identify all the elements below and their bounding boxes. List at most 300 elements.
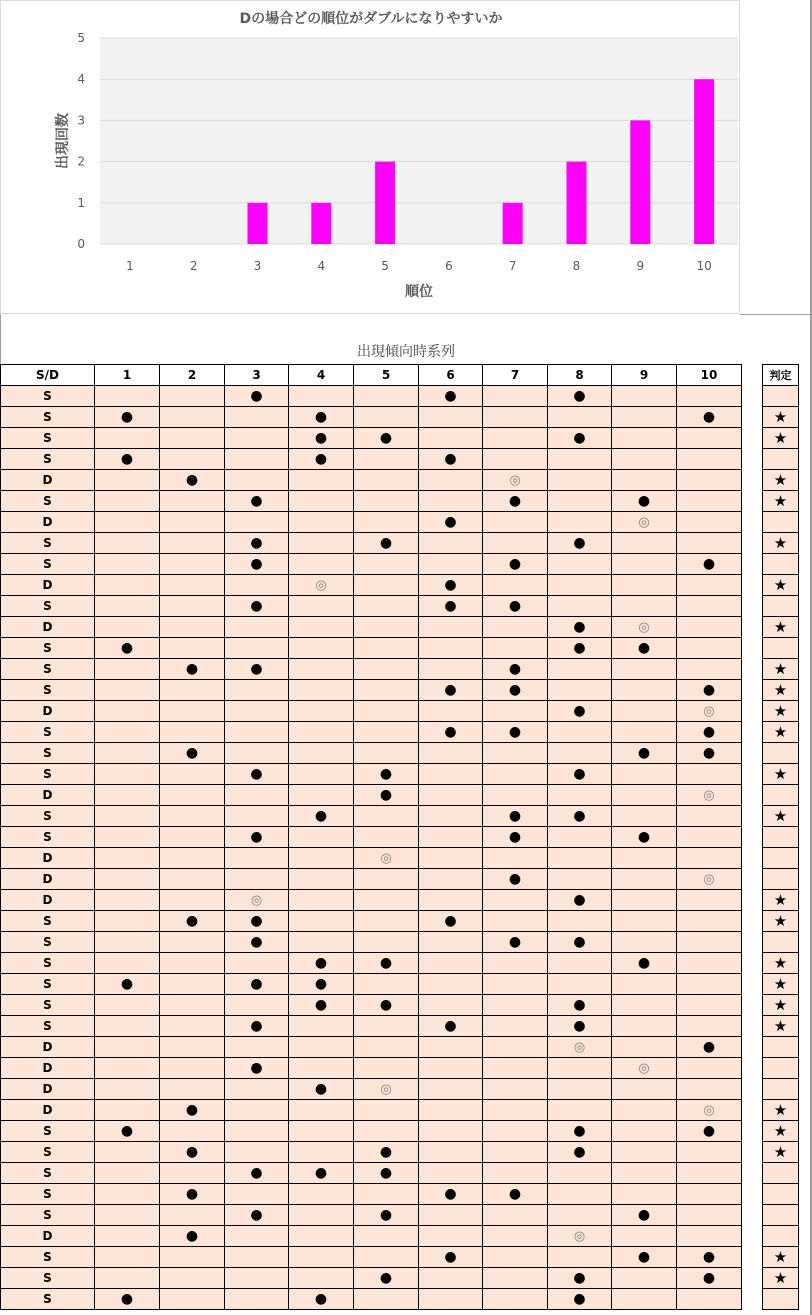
rank-cell: [160, 1058, 225, 1079]
rank-cell: ●: [289, 428, 354, 449]
judge-row: [763, 386, 799, 407]
rank-cell: [677, 1163, 742, 1184]
judge-row: [763, 659, 799, 680]
judge-cell: ★: [763, 722, 799, 743]
rank-cell: [419, 407, 483, 428]
judge-row: [763, 449, 799, 470]
rank-cell: [419, 1058, 483, 1079]
judge-cell: [763, 848, 799, 869]
table-row: [1, 512, 742, 533]
row-type-cell: D: [1, 1226, 95, 1247]
table-row: [1, 1100, 742, 1121]
rank-cell: [354, 470, 419, 491]
judge-cell: [763, 512, 799, 533]
judge-row: [763, 596, 799, 617]
rank-cell: [612, 1037, 677, 1058]
rank-cell: [548, 449, 612, 470]
rank-cell: [677, 428, 742, 449]
rank-cell: [354, 1184, 419, 1205]
judge-row: [763, 995, 799, 1016]
x-tick-label: 8: [572, 259, 581, 273]
rank-cell: [612, 533, 677, 554]
row-type-cell: D: [1, 512, 95, 533]
row-type-cell: S: [1, 995, 95, 1016]
rank-cell: ●: [483, 596, 548, 617]
rank-cell: ●: [225, 554, 289, 575]
row-type-cell: S: [1, 806, 95, 827]
rank-cell: ●: [225, 1058, 289, 1079]
judge-cell: ★: [763, 1121, 799, 1142]
judge-row: [763, 1142, 799, 1163]
rank-cell: [483, 995, 548, 1016]
judge-row: [763, 533, 799, 554]
rank-cell: [483, 1058, 548, 1079]
judge-cell: [763, 386, 799, 407]
rank-cell: [160, 1037, 225, 1058]
table-row: [1, 638, 742, 659]
judge-row: [763, 1058, 799, 1079]
rank-cell: [289, 1205, 354, 1226]
rank-cell: [160, 596, 225, 617]
rank-cell: [354, 722, 419, 743]
rank-cell: [225, 995, 289, 1016]
table-row: [1, 428, 742, 449]
judge-cell: ★: [763, 1247, 799, 1268]
x-tick-label: 4: [317, 259, 326, 273]
row-type-cell: D: [1, 470, 95, 491]
rank-cell: [483, 533, 548, 554]
rank-cell: [677, 449, 742, 470]
rank-cell: [548, 743, 612, 764]
y-tick-label: 4: [77, 72, 85, 87]
rank-cell: [95, 953, 160, 974]
judge-cell: ★: [763, 995, 799, 1016]
x-tick-label: 3: [253, 259, 262, 273]
judge-row: [763, 491, 799, 512]
rank-cell: [419, 806, 483, 827]
table-title: 出現傾向時系列: [357, 344, 455, 360]
rank-cell: [225, 1079, 289, 1100]
rank-cell: ●: [225, 1016, 289, 1037]
header-rank-2: 2: [160, 365, 225, 386]
rank-cell: [677, 848, 742, 869]
rank-cell: [612, 890, 677, 911]
rank-cell: [95, 722, 160, 743]
table-row: [1, 1016, 742, 1037]
judge-row: [763, 512, 799, 533]
table-row: [1, 470, 742, 491]
rank-cell: ●: [419, 911, 483, 932]
rank-cell: [354, 701, 419, 722]
rank-cell: [354, 1247, 419, 1268]
rank-cell: [612, 785, 677, 806]
rank-cell: [225, 575, 289, 596]
judge-header: 判定: [763, 365, 799, 386]
rank-cell: [612, 470, 677, 491]
rank-cell: ◎: [677, 701, 742, 722]
rank-cell: [289, 890, 354, 911]
rank-cell: [677, 1184, 742, 1205]
rank-cell: [612, 428, 677, 449]
rank-cell: ●: [548, 533, 612, 554]
rank-cell: ●: [483, 1184, 548, 1205]
judge-row: [763, 1100, 799, 1121]
table-row: [1, 533, 742, 554]
table-row: [1, 785, 742, 806]
rank-cell: ●: [225, 974, 289, 995]
rank-cell: [483, 1289, 548, 1310]
rank-cell: [419, 848, 483, 869]
table-row: [1, 449, 742, 470]
rank-cell: [354, 974, 419, 995]
rank-cell: [354, 491, 419, 512]
rank-cell: ●: [419, 722, 483, 743]
row-type-cell: S: [1, 974, 95, 995]
rank-cell: [677, 1289, 742, 1310]
rank-cell: [289, 470, 354, 491]
rank-cell: [483, 1163, 548, 1184]
table-row: [1, 764, 742, 785]
rank-cell: [160, 533, 225, 554]
rank-cell: [160, 1289, 225, 1310]
row-type-cell: S: [1, 533, 95, 554]
rank-cell: ●: [548, 638, 612, 659]
rank-cell: ●: [225, 386, 289, 407]
judge-cell: [763, 1289, 799, 1310]
rank-cell: [225, 1247, 289, 1268]
y-tick-label: 3: [77, 113, 85, 128]
rank-cell: [612, 1016, 677, 1037]
judge-cell: ★: [763, 659, 799, 680]
rank-cell: [289, 659, 354, 680]
rank-cell: [289, 1268, 354, 1289]
rank-cell: ●: [354, 428, 419, 449]
judge-row: [763, 680, 799, 701]
rank-cell: [354, 806, 419, 827]
judge-cell: [763, 1205, 799, 1226]
rank-cell: [612, 1226, 677, 1247]
rank-cell: [612, 1184, 677, 1205]
judge-row: [763, 1205, 799, 1226]
rank-cell: ●: [548, 701, 612, 722]
row-type-cell: D: [1, 617, 95, 638]
rank-cell: ●: [483, 659, 548, 680]
rank-cell: ●: [548, 890, 612, 911]
rank-cell: [160, 848, 225, 869]
rank-cell: ●: [483, 827, 548, 848]
y-tick-label: 0: [77, 237, 85, 251]
judge-row: [763, 869, 799, 890]
rank-cell: ●: [548, 386, 612, 407]
rank-cell: [612, 1268, 677, 1289]
judge-row: [763, 575, 799, 596]
rank-cell: [612, 1100, 677, 1121]
rank-cell: [483, 617, 548, 638]
rank-cell: [95, 617, 160, 638]
rank-cell: [612, 995, 677, 1016]
judge-row: [763, 743, 799, 764]
table-row: [1, 827, 742, 848]
rank-cell: [483, 1247, 548, 1268]
rank-cell: [225, 743, 289, 764]
rank-cell: ◎: [612, 617, 677, 638]
rank-cell: [289, 764, 354, 785]
rank-cell: [95, 1268, 160, 1289]
table-row: [1, 1289, 742, 1310]
rank-cell: [225, 1121, 289, 1142]
bar: [694, 79, 714, 244]
judge-cell: ★: [763, 1100, 799, 1121]
rank-cell: [419, 659, 483, 680]
header-rank-1: 1: [95, 365, 160, 386]
rank-cell: ●: [354, 764, 419, 785]
table-row: [1, 1226, 742, 1247]
judge-cell: ★: [763, 974, 799, 995]
rank-cell: [95, 743, 160, 764]
row-type-cell: D: [1, 848, 95, 869]
rank-cell: [612, 407, 677, 428]
table-row: [1, 806, 742, 827]
row-type-cell: S: [1, 386, 95, 407]
row-type-cell: S: [1, 827, 95, 848]
rank-cell: [612, 659, 677, 680]
rank-cell: [483, 1121, 548, 1142]
rank-cell: [419, 533, 483, 554]
rank-cell: [419, 764, 483, 785]
rank-cell: [160, 1079, 225, 1100]
table-row: [1, 680, 742, 701]
row-type-cell: D: [1, 701, 95, 722]
rank-cell: [612, 449, 677, 470]
rank-cell: [419, 1100, 483, 1121]
rank-cell: [483, 1226, 548, 1247]
judge-row: [763, 1121, 799, 1142]
rank-cell: ●: [95, 407, 160, 428]
rank-cell: [289, 554, 354, 575]
rank-cell: [354, 911, 419, 932]
judge-table: [762, 364, 799, 1310]
rank-cell: ●: [548, 1121, 612, 1142]
bar: [248, 203, 268, 244]
rank-cell: [548, 722, 612, 743]
rank-cell: ●: [225, 932, 289, 953]
rank-cell: [483, 890, 548, 911]
rank-cell: [289, 827, 354, 848]
rank-cell: [95, 554, 160, 575]
rank-cell: [160, 1247, 225, 1268]
x-axis-label: 順位: [405, 284, 433, 300]
rank-cell: [225, 617, 289, 638]
rank-cell: [612, 1289, 677, 1310]
rank-cell: ◎: [612, 1058, 677, 1079]
rank-cell: [677, 932, 742, 953]
row-type-cell: S: [1, 659, 95, 680]
rank-cell: [225, 701, 289, 722]
rank-cell: [483, 428, 548, 449]
judge-row: [763, 722, 799, 743]
rank-cell: ●: [160, 1184, 225, 1205]
rank-cell: [548, 848, 612, 869]
rank-cell: [225, 470, 289, 491]
rank-cell: [548, 407, 612, 428]
rank-cell: [419, 554, 483, 575]
judge-row: [763, 1079, 799, 1100]
judge-row: [763, 1289, 799, 1310]
rank-cell: ●: [95, 449, 160, 470]
judge-row: [763, 1016, 799, 1037]
rank-cell: ●: [677, 743, 742, 764]
rank-cell: [95, 890, 160, 911]
rank-cell: [612, 869, 677, 890]
rank-cell: [483, 407, 548, 428]
rank-cell: [419, 890, 483, 911]
rank-cell: ●: [677, 407, 742, 428]
table-row: [1, 890, 742, 911]
row-type-cell: D: [1, 575, 95, 596]
rank-cell: [677, 1079, 742, 1100]
rank-cell: [483, 638, 548, 659]
table-row: [1, 1142, 742, 1163]
rank-cell: [548, 785, 612, 806]
rank-cell: [548, 1058, 612, 1079]
judge-cell: ★: [763, 701, 799, 722]
y-tick-label: 2: [77, 154, 85, 169]
rank-cell: [419, 869, 483, 890]
header-rank-4: 4: [289, 365, 354, 386]
rank-cell: [419, 743, 483, 764]
rank-cell: [354, 869, 419, 890]
rank-cell: ◎: [677, 785, 742, 806]
rank-cell: ●: [354, 1205, 419, 1226]
rank-cell: [419, 638, 483, 659]
rank-cell: ●: [483, 491, 548, 512]
rank-cell: [95, 1205, 160, 1226]
judge-cell: ★: [763, 470, 799, 491]
rank-cell: ●: [354, 1163, 419, 1184]
row-type-cell: D: [1, 1079, 95, 1100]
header-rank-8: 8: [548, 365, 612, 386]
judge-cell: ★: [763, 911, 799, 932]
x-tick-label: 10: [696, 259, 712, 273]
rank-cell: ●: [160, 743, 225, 764]
judge-row: [763, 911, 799, 932]
rank-cell: [354, 1058, 419, 1079]
rank-cell: [95, 1184, 160, 1205]
judge-cell: [763, 449, 799, 470]
rank-cell: ●: [483, 554, 548, 575]
rank-cell: [95, 701, 160, 722]
rank-cell: ●: [483, 932, 548, 953]
rank-cell: [419, 932, 483, 953]
rank-cell: [483, 1205, 548, 1226]
y-axis-label: 出現回数: [55, 113, 71, 169]
rank-cell: [289, 617, 354, 638]
rank-cell: [95, 1079, 160, 1100]
rank-cell: [483, 1016, 548, 1037]
rank-cell: [160, 1016, 225, 1037]
x-tick-label: 6: [445, 259, 453, 273]
rank-cell: ●: [95, 1289, 160, 1310]
y-tick-label: 1: [77, 195, 85, 210]
rank-cell: ●: [483, 869, 548, 890]
rank-cell: [95, 491, 160, 512]
rank-cell: [419, 617, 483, 638]
rank-cell: [160, 491, 225, 512]
rank-cell: [160, 428, 225, 449]
rank-cell: ●: [289, 806, 354, 827]
rank-cell: [225, 680, 289, 701]
rank-cell: [419, 995, 483, 1016]
row-type-cell: D: [1, 1058, 95, 1079]
rank-cell: [612, 848, 677, 869]
rank-cell: [225, 785, 289, 806]
judge-row: [763, 932, 799, 953]
x-tick-label: 9: [636, 259, 645, 273]
rank-cell: [612, 680, 677, 701]
rank-cell: [677, 1205, 742, 1226]
judge-cell: ★: [763, 1268, 799, 1289]
rank-cell: [354, 743, 419, 764]
rank-cell: [419, 1226, 483, 1247]
rank-cell: [548, 575, 612, 596]
rank-cell: [95, 680, 160, 701]
rank-cell: [483, 575, 548, 596]
table-row: [1, 1184, 742, 1205]
time-series-table: [0, 364, 742, 1310]
judge-row: [763, 701, 799, 722]
x-tick-label: 1: [126, 259, 134, 273]
rank-cell: [354, 827, 419, 848]
rank-cell: [419, 1268, 483, 1289]
table-row: [1, 953, 742, 974]
table-row: [1, 995, 742, 1016]
rank-cell: ●: [612, 953, 677, 974]
rank-cell: [483, 764, 548, 785]
rank-cell: [160, 869, 225, 890]
rank-cell: [289, 722, 354, 743]
rank-cell: [95, 1142, 160, 1163]
rank-cell: ●: [289, 1289, 354, 1310]
rank-cell: ◎: [354, 1079, 419, 1100]
judge-row: [763, 764, 799, 785]
rank-cell: [483, 1037, 548, 1058]
rank-cell: [95, 1037, 160, 1058]
rank-cell: [548, 554, 612, 575]
judge-row: [763, 806, 799, 827]
row-type-cell: S: [1, 1247, 95, 1268]
row-type-cell: S: [1, 932, 95, 953]
rank-cell: ●: [289, 974, 354, 995]
rank-cell: ●: [419, 512, 483, 533]
rank-cell: [160, 785, 225, 806]
rank-cell: [160, 806, 225, 827]
rank-cell: [548, 911, 612, 932]
rank-cell: [677, 1016, 742, 1037]
table-row: [1, 1121, 742, 1142]
row-type-cell: S: [1, 1268, 95, 1289]
row-type-cell: S: [1, 680, 95, 701]
rank-cell: [677, 512, 742, 533]
rank-cell: [289, 1247, 354, 1268]
judge-cell: [763, 596, 799, 617]
rank-cell: [289, 1016, 354, 1037]
judge-row: [763, 1163, 799, 1184]
table-row: [1, 848, 742, 869]
table-row: [1, 554, 742, 575]
judge-cell: ★: [763, 1016, 799, 1037]
rank-cell: [225, 449, 289, 470]
row-type-cell: D: [1, 1037, 95, 1058]
